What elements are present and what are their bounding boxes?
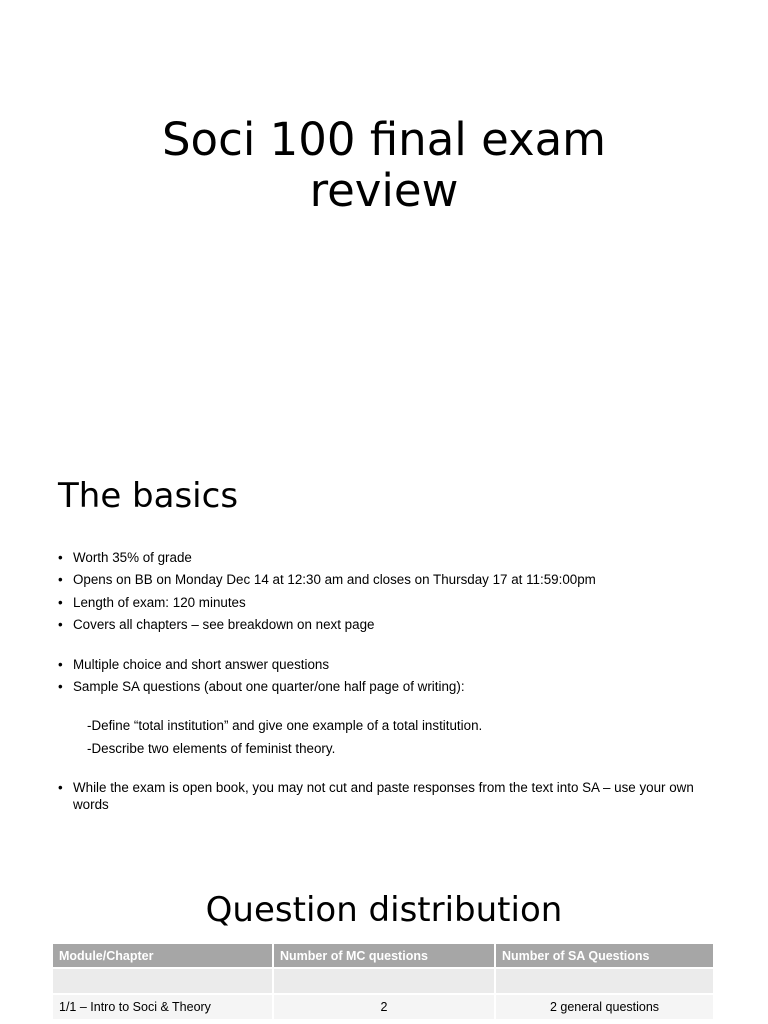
sample-question: -Define “total institution” and give one example of a total institution.: [87, 718, 483, 734]
table-header-row: [53, 944, 714, 968]
bullet-item: • Opens on BB on Monday Dec 14 at 12:30 am and closes on Thursday 17 at 11:59:00pm: [58, 571, 708, 588]
spacer: [58, 700, 708, 717]
table-row: [53, 994, 714, 1019]
distribution-table: [53, 944, 715, 1019]
bullet-item: • While the exam is open book, you may not cut and paste responses from the text into SA – use your own words: [58, 779, 708, 813]
table-cell: [273, 968, 495, 994]
table-row: [53, 968, 714, 994]
distribution-heading: Question distribution: [205, 890, 563, 930]
table-cell: [53, 968, 273, 994]
basics-heading: The basics: [58, 476, 239, 516]
bullet-item: • Sample SA questions (about one quarter/one half page of writing):: [58, 678, 708, 695]
spacer: [58, 762, 708, 779]
bullet-item: • Covers all chapters – see breakdown on next page: [58, 616, 708, 633]
column-header: Number of SA Questions: [495, 944, 714, 968]
column-header: Number of MC questions: [273, 944, 495, 968]
column-header: Module/Chapter: [53, 944, 273, 968]
basics-bullet-list: [58, 549, 708, 819]
table-cell: 2 general questions: [495, 994, 714, 1019]
bullet-item: • Multiple choice and short answer questions: [58, 656, 708, 673]
table-cell: 1/1 – Intro to Soci & Theory: [53, 994, 273, 1019]
table-cell: 2: [273, 994, 495, 1019]
spacer: [58, 639, 708, 656]
table-cell: [495, 968, 714, 994]
bullet-item: • Worth 35% of grade: [58, 549, 708, 566]
slide-title: Soci 100 final exam review: [161, 113, 607, 217]
bullet-item: • Length of exam: 120 minutes: [58, 594, 708, 611]
sample-question: -Describe two elements of feminist theory.: [87, 740, 336, 756]
